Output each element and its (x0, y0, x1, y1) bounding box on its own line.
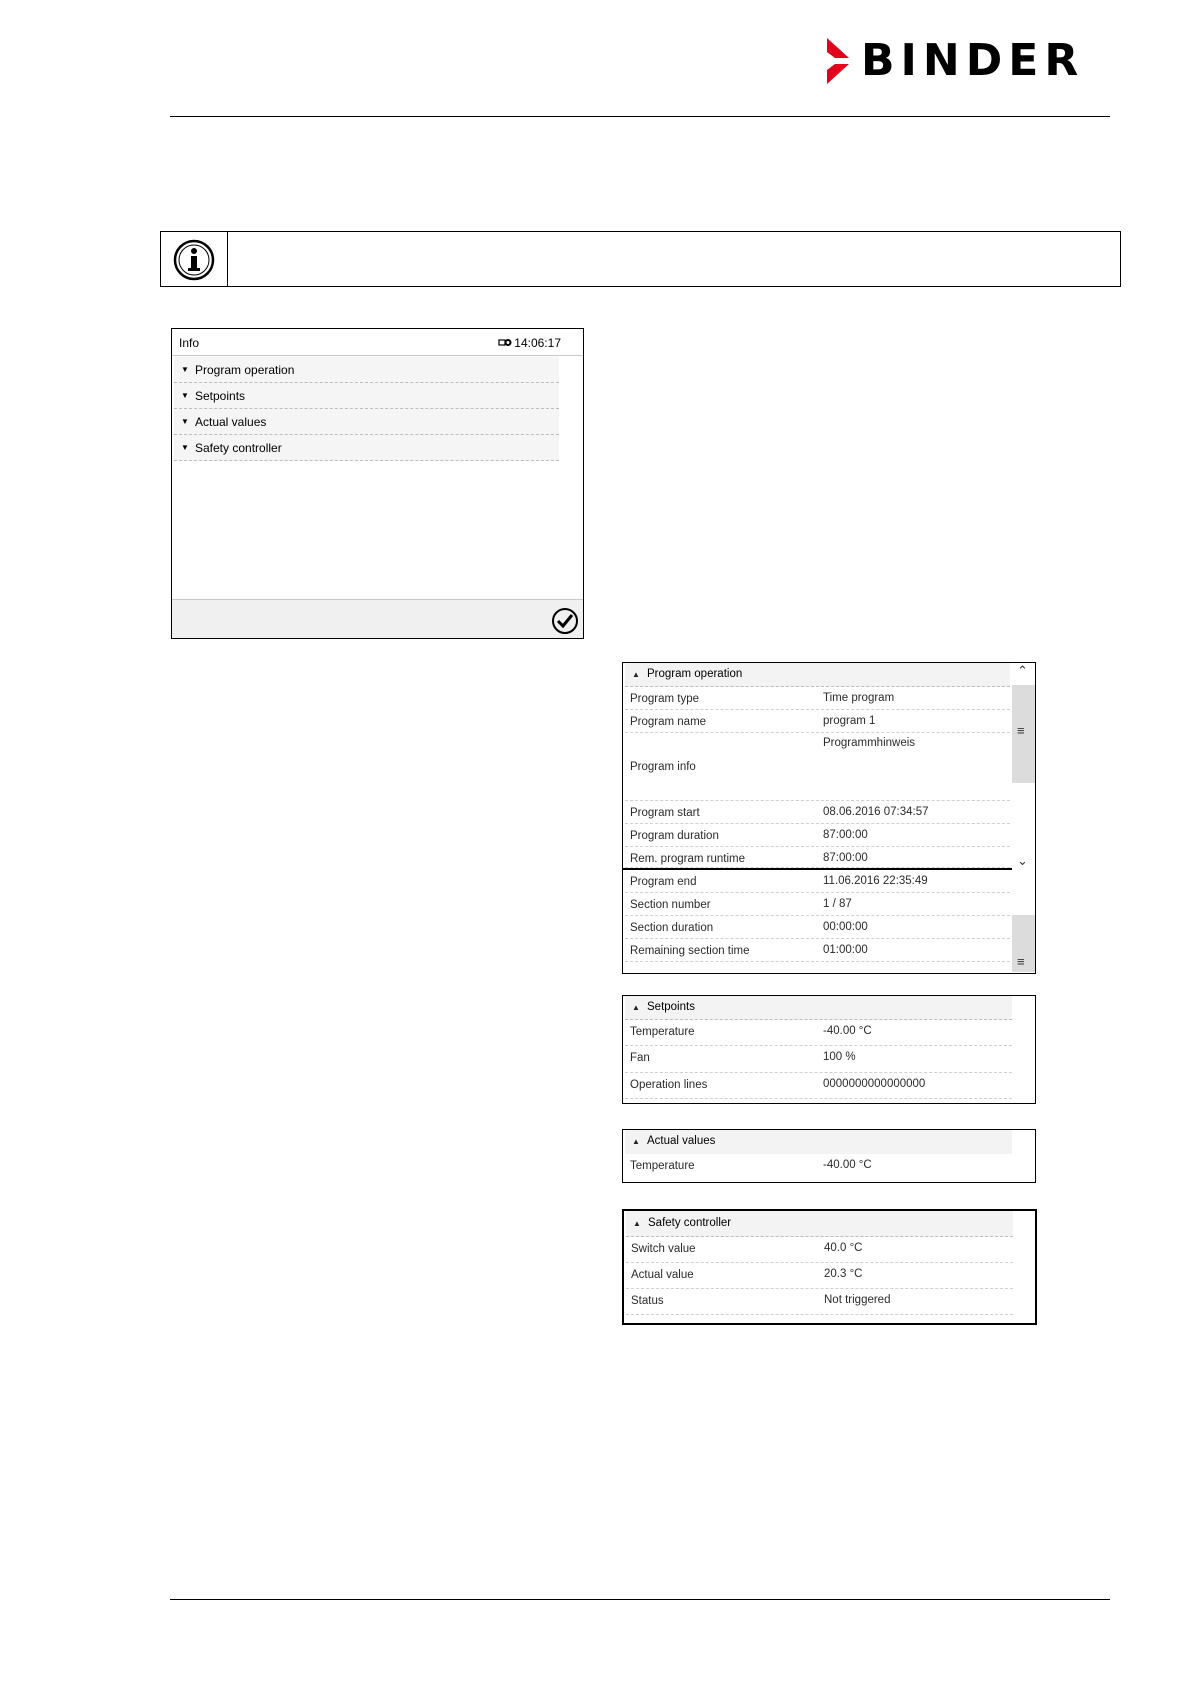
scrollbar[interactable] (1012, 663, 1035, 973)
scroll-handle-icon: ≡ (1017, 723, 1025, 738)
expand-arrow-icon: ▼ (181, 365, 189, 374)
menu-item-safety-controller[interactable] (174, 435, 559, 461)
row-value: 40.0 °C (824, 1242, 863, 1254)
row-value: 11.06.2016 22:35:49 (823, 875, 928, 887)
info-menu-list (174, 357, 559, 461)
table-row (625, 939, 1010, 962)
table-row (625, 916, 1010, 939)
panel-header[interactable] (625, 663, 1010, 687)
table-row (626, 1289, 1013, 1315)
row-key: Remaining section time (630, 945, 750, 957)
panel-title: Program operation (647, 668, 743, 680)
table-row (625, 710, 1010, 733)
table-row (625, 870, 1010, 893)
row-key: Section number (630, 899, 711, 911)
checkmark-circle-icon[interactable] (551, 607, 579, 635)
row-key: Actual value (631, 1269, 694, 1281)
info-icon (173, 239, 215, 281)
row-value: program 1 (823, 715, 876, 727)
row-key: Section duration (630, 922, 714, 934)
safety-controller-rows (626, 1237, 1013, 1315)
table-row (626, 1237, 1013, 1263)
expand-arrow-icon: ▼ (181, 391, 189, 400)
table-row (626, 1263, 1013, 1289)
clock (498, 336, 561, 350)
panel-title: Safety controller (648, 1217, 732, 1229)
program-operation-rows-top (625, 687, 1010, 868)
setpoints-panel (622, 995, 1036, 1104)
footer-rule (170, 1599, 1110, 1600)
program-operation-rows-bottom (625, 870, 1010, 962)
row-key: Program type (630, 693, 700, 705)
row-key: Program info (630, 761, 696, 773)
row-key: Program end (630, 876, 697, 888)
row-value: 08.06.2016 07:34:57 (823, 806, 929, 818)
row-value: Not triggered (824, 1294, 891, 1306)
menu-item-setpoints[interactable] (174, 383, 559, 409)
menu-item-label: Actual values (195, 415, 267, 429)
info-note-icon-cell (161, 232, 228, 286)
collapse-arrow-icon: ▲ (632, 670, 640, 679)
info-screen (171, 328, 584, 639)
row-value: -40.00 °C (823, 1025, 872, 1037)
program-operation-panel (622, 662, 1036, 974)
actual-values-panel (622, 1129, 1036, 1183)
title-bar (172, 329, 583, 356)
screen-footer (172, 599, 583, 638)
table-row (625, 1020, 1012, 1046)
row-key: Program name (630, 716, 707, 728)
row-value: Time program (823, 692, 895, 704)
row-value: 87:00:00 (823, 852, 868, 864)
logo-arrow-icon (823, 38, 853, 84)
row-key: Rem. program runtime (630, 853, 746, 865)
menu-item-label: Setpoints (195, 389, 246, 403)
scroll-handle-icon: ≡ (1017, 954, 1025, 969)
menu-item-label: Program operation (195, 363, 295, 377)
table-row (625, 1154, 1012, 1180)
row-value: 20.3 °C (824, 1268, 863, 1280)
row-key: Program start (630, 807, 700, 819)
collapse-arrow-icon: ▲ (633, 1219, 641, 1228)
info-note-box (160, 231, 1121, 287)
row-value: 100 % (823, 1051, 856, 1063)
row-key: Temperature (630, 1026, 695, 1038)
table-row (625, 847, 1010, 868)
panel-header[interactable] (626, 1211, 1013, 1237)
scroll-up-icon[interactable]: ⌃ (1017, 663, 1028, 678)
collapse-arrow-icon: ▲ (632, 1137, 640, 1146)
binder-logo (823, 35, 1108, 86)
table-row (625, 801, 1010, 824)
timer-icon (498, 337, 512, 348)
row-key: Status (631, 1295, 664, 1307)
menu-item-actual-values[interactable] (174, 409, 559, 435)
actual-values-rows (625, 1154, 1012, 1180)
row-value: 0000000000000000 (823, 1078, 926, 1090)
panel-title: Actual values (647, 1135, 716, 1147)
row-value: Programmhinweis (823, 737, 916, 749)
menu-item-label: Safety controller (195, 441, 282, 455)
table-row (625, 733, 1010, 801)
header-rule (170, 116, 1110, 117)
row-key: Operation lines (630, 1079, 708, 1091)
row-key: Program duration (630, 830, 719, 842)
menu-item-program-operation[interactable] (174, 357, 559, 383)
row-value: 87:00:00 (823, 829, 868, 841)
screen-title: Info (179, 336, 200, 350)
table-row (625, 1046, 1012, 1073)
row-value: 1 / 87 (823, 898, 852, 910)
row-key: Temperature (630, 1160, 695, 1172)
row-key: Fan (630, 1052, 650, 1064)
panel-header[interactable] (625, 996, 1012, 1020)
safety-controller-panel (622, 1209, 1037, 1325)
collapse-arrow-icon: ▲ (632, 1003, 640, 1012)
row-key: Switch value (631, 1243, 696, 1255)
brand-name: BINDER (861, 35, 1085, 86)
setpoints-rows (625, 1020, 1012, 1099)
row-value: 00:00:00 (823, 921, 868, 933)
table-row (625, 893, 1010, 916)
panel-header[interactable] (625, 1130, 1012, 1154)
table-row (625, 824, 1010, 847)
panel-title: Setpoints (647, 1001, 695, 1013)
scroll-down-icon[interactable]: ⌄ (1017, 853, 1028, 868)
clock-time: 14:06:17 (514, 336, 561, 350)
expand-arrow-icon: ▼ (181, 417, 189, 426)
table-row (625, 1073, 1012, 1099)
row-value: 01:00:00 (823, 944, 868, 956)
expand-arrow-icon: ▼ (181, 443, 189, 452)
table-row (625, 687, 1010, 710)
row-value: -40.00 °C (823, 1159, 872, 1171)
